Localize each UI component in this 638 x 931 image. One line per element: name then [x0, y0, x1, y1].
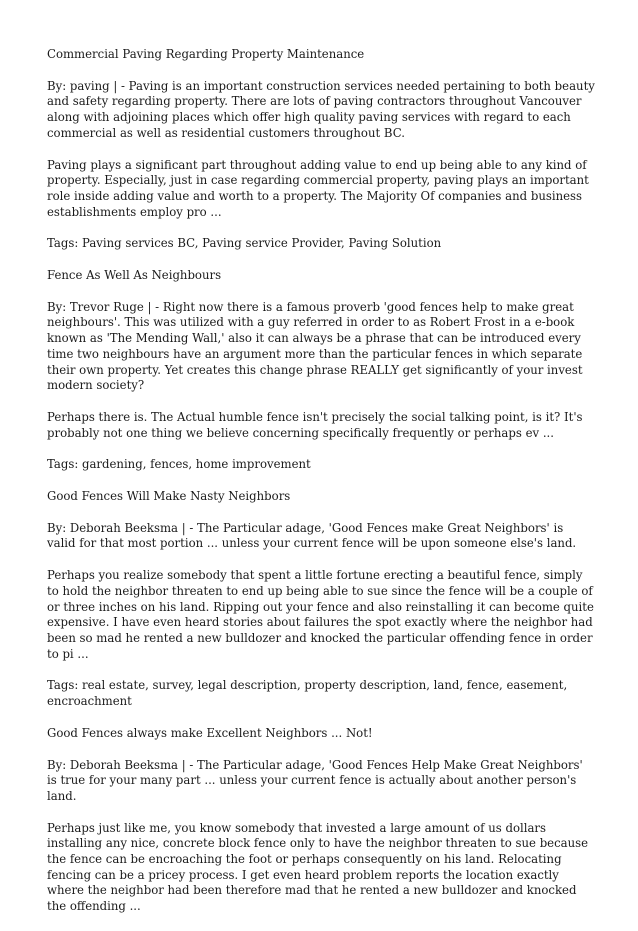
article-tags: Tags: gardening, fences, home improvement	[47, 457, 311, 472]
article-byline: By: Trevor Ruge | - Right now there is a famous proverb 'good fences help to make great neighbours'. This was utilized with a guy referred in order to as Robert Frost in a e-book known as 'The Mending Wall,' also it can always be a phrase that can be introduced every time two neighbours have an argument more than the particular fences in which separate their own property. Yet creates this change phrase REALLY get significantly of your invest modern society?	[47, 299, 583, 393]
article-title: Commercial Paving Regarding Property Maintenance	[47, 47, 365, 61]
article-tags: Tags: real estate, survey, legal description, property description, land, fence, easement, encroachment	[47, 678, 568, 709]
article-commercial-paving	[47, 47, 595, 252]
article-body: Perhaps there is. The Actual humble fence isn't precisely the social talking point, is it? It's probably not one thing we believe concerning specifically frequently or perhaps ev ...	[47, 409, 583, 440]
article-good-fences-not	[47, 726, 595, 915]
article-body: Perhaps just like me, you know somebody that invested a large amount of us dollars installing any nice, concrete block fence only to have the neighbor threaten to sue because the fence can be encroaching the foot or perhaps consequently on his land. Relocating fencing can be a pricey process. I get even heard problem reports the location exactly where the neighbor had been therefore mad that he rented a new bulldozer and knocked the offending ...	[47, 820, 589, 914]
document-page	[47, 47, 595, 931]
article-tags: Tags: Paving services BC, Paving service Provider, Paving Solution	[47, 236, 442, 251]
article-body: Perhaps you realize somebody that spent a little fortune erecting a beautiful fence, simply to hold the neighbor threaten to end up being able to sue since the fence will be a couple of or three inches on his land. Ripping out your fence and also reinstalling it can become quite expensive. I have even heard stories about failures the spot exactly where the neighbor had been so mad he rented a new bulldozer and knocked the particular offending fence in order to pi ...	[47, 568, 594, 661]
article-title: Fence As Well As Neighbours	[47, 268, 222, 283]
article-title: Good Fences always make Excellent Neighbors ... Not!	[47, 725, 373, 740]
article-fence-neighbours	[47, 268, 595, 473]
article-good-fences-nasty	[47, 489, 595, 710]
article-byline: By: Deborah Beeksma | - The Particular adage, 'Good Fences Help Make Great Neighbors' is true for your many part ... unless your current fence is actually about another person's land.	[47, 757, 583, 803]
article-byline: By: Deborah Beeksma | - The Particular adage, 'Good Fences make Great Neighbors' is valid for that most portion ... unless your current fence will be upon someone else's land.	[47, 520, 577, 551]
article-body: Paving plays a significant part throughout adding value to end up being able to any kind of property. Especially, just in case regarding commercial property, paving plays an important role inside adding value and worth to a property. The Majority Of companies and business establishments employ pro ...	[47, 157, 589, 219]
article-title: Good Fences Will Make Nasty Neighbors	[47, 489, 291, 504]
article-byline: By: paving | - Paving is an important construction services needed pertaining to both beauty and safety regarding property. There are lots of paving contractors throughout Vancouver along with adjoining places which offer high quality paving services with regard to each commercial as well as residential customers throughout BC.	[47, 78, 595, 140]
